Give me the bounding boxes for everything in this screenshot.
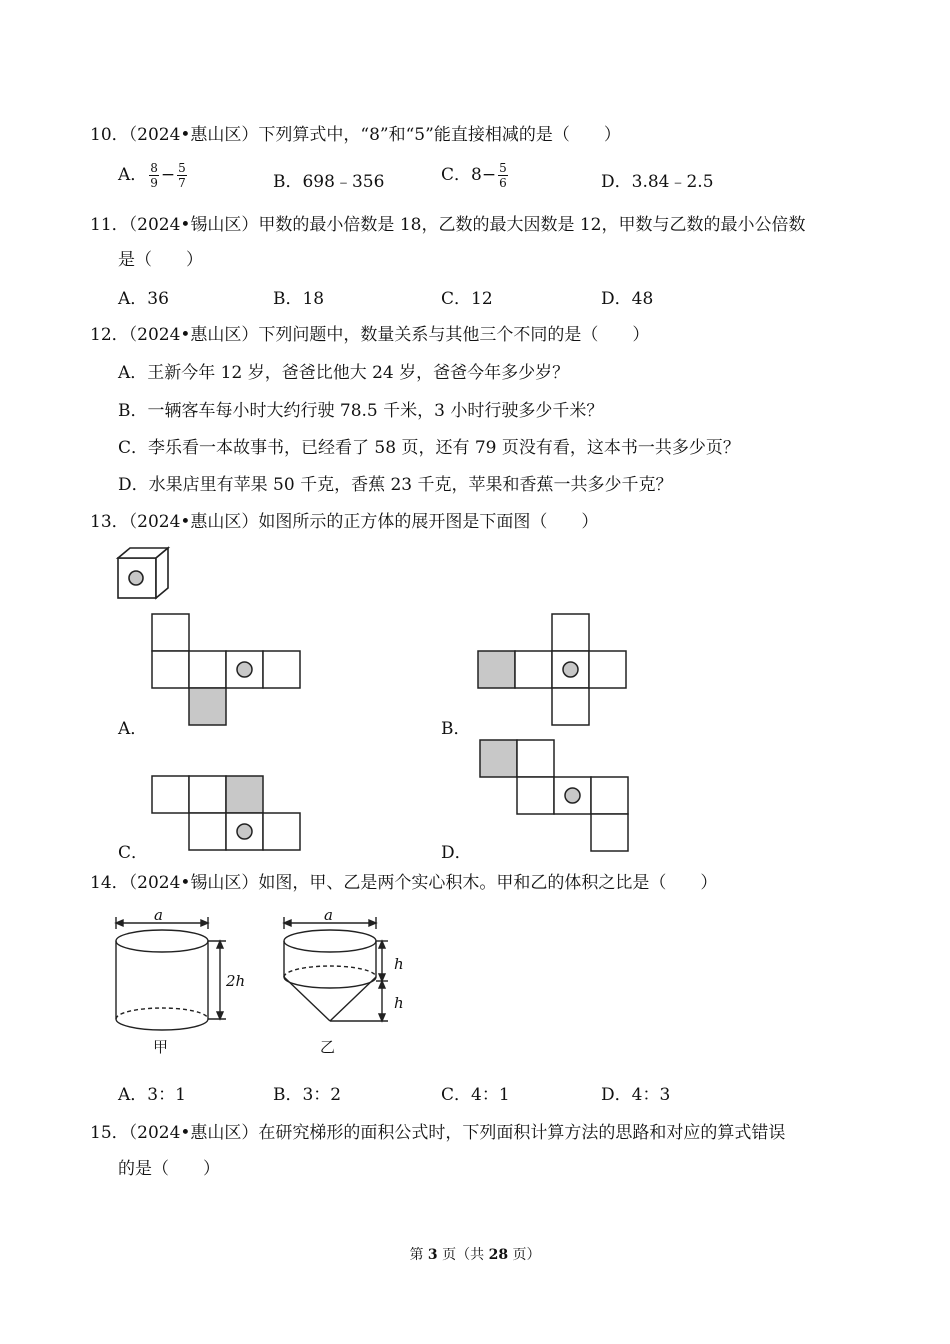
q15-stem: 15．（2024•惠山区）在研究梯形的面积公式时，下列面积计算方法的思路和对应的算式错误 bbox=[90, 1123, 786, 1143]
q11-option-b: B．18 bbox=[273, 289, 325, 309]
q14-option-c: C．4：1 bbox=[441, 1085, 510, 1105]
net-option-a bbox=[150, 612, 302, 728]
q10-option-c bbox=[441, 160, 510, 190]
fraction bbox=[177, 161, 187, 190]
jia-dim-2h: 2h bbox=[226, 972, 246, 990]
q13-label-d: D． bbox=[441, 843, 472, 863]
q10-option-a-label: A． bbox=[118, 165, 148, 185]
q11-stem: 11．（2024•锡山区）甲数的最小倍数是 18，乙数的最大因数是 12，甲数与乙数的最小公倍数 bbox=[90, 215, 806, 235]
denominator: 9 bbox=[150, 176, 158, 190]
fraction bbox=[149, 161, 159, 190]
q10-option-c-label: C．8− bbox=[441, 165, 497, 185]
fraction bbox=[498, 161, 508, 190]
label-jia: 甲 bbox=[153, 1038, 169, 1056]
q10-option-b: B．698﹣356 bbox=[273, 172, 385, 192]
yi-dim-h-bottom: h bbox=[394, 994, 404, 1012]
q15-stem-cont: 的是（ ） bbox=[118, 1159, 220, 1179]
minus-sign: − bbox=[160, 165, 176, 185]
footer-text: 页（共 bbox=[437, 1247, 489, 1263]
q14-option-a: A．3：1 bbox=[118, 1085, 186, 1105]
q12-option-c: C．李乐看一本故事书，已经看了 58 页，还有 79 页没有看，这本书一共多少页？ bbox=[118, 438, 740, 458]
cube-figure bbox=[116, 546, 176, 602]
net-option-d bbox=[478, 738, 630, 854]
page-footer bbox=[0, 1244, 950, 1264]
net-option-b bbox=[476, 612, 628, 728]
numerator: 8 bbox=[150, 161, 158, 175]
label-yi: 乙 bbox=[320, 1038, 336, 1056]
footer-text: 页） bbox=[508, 1247, 541, 1263]
jia-dim-a: a bbox=[154, 906, 163, 924]
q12-option-a: A．王新今年 12 岁，爸爸比他大 24 岁，爸爸今年多少岁？ bbox=[118, 363, 570, 383]
net-option-c bbox=[150, 774, 302, 852]
yi-dim-a: a bbox=[324, 906, 333, 924]
numerator: 5 bbox=[178, 161, 186, 175]
q13-label-b: B． bbox=[441, 719, 471, 739]
q12-option-d: D．水果店里有苹果 50 千克，香蕉 23 千克，苹果和香蕉一共多少千克？ bbox=[118, 475, 673, 495]
q11-stem-cont: 是（ ） bbox=[118, 250, 203, 270]
q11-option-a: A．36 bbox=[118, 289, 169, 309]
footer-total-pages: 28 bbox=[488, 1247, 509, 1263]
footer-page-number: 3 bbox=[427, 1247, 438, 1263]
cylinder-cone-yi-figure bbox=[280, 903, 410, 1059]
q14-option-b: B．3：2 bbox=[273, 1085, 342, 1105]
q14-stem: 14．（2024•锡山区）如图，甲、乙是两个实心积木。甲和乙的体积之比是（ ） bbox=[90, 873, 718, 893]
q13-stem: 13．（2024•惠山区）如图所示的正方体的展开图是下面图（ ） bbox=[90, 512, 599, 532]
q10-option-a bbox=[118, 160, 189, 190]
denominator: 7 bbox=[178, 176, 186, 190]
numerator: 5 bbox=[499, 161, 507, 175]
q14-option-d: D．4：3 bbox=[601, 1085, 671, 1105]
q10-stem: 10．（2024•惠山区）下列算式中，“8”和“5”能直接相减的是（ ） bbox=[90, 125, 621, 145]
q11-option-d: D．48 bbox=[601, 289, 654, 309]
q11-option-c: C．12 bbox=[441, 289, 493, 309]
yi-dim-h-top: h bbox=[394, 955, 404, 973]
q13-label-c: C． bbox=[118, 843, 149, 863]
q12-option-b: B．一辆客车每小时大约行驶 78.5 千米，3 小时行驶多少千米？ bbox=[118, 401, 604, 421]
denominator: 6 bbox=[499, 176, 507, 190]
q13-label-a: A． bbox=[118, 719, 148, 739]
q10-option-d: D．3.84﹣2.5 bbox=[601, 172, 714, 192]
q12-stem: 12．（2024•惠山区）下列问题中，数量关系与其他三个不同的是（ ） bbox=[90, 325, 650, 345]
footer-text: 第 bbox=[409, 1247, 428, 1263]
